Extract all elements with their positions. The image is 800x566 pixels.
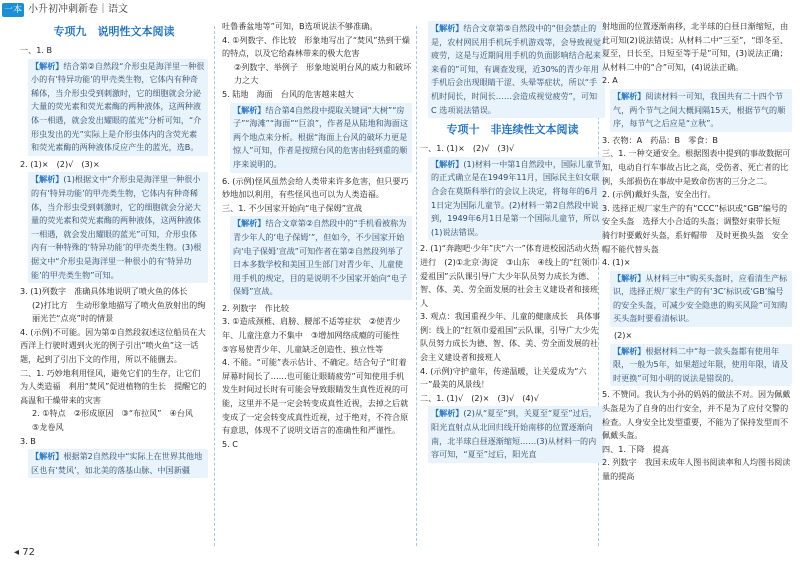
answer-line: 4. (示例)不可能。因为第①自然段叙述这位船员在大西洋上行驶时遇到火光的例子引出“喷火鱼”这一话题，起到了引出下文的作用，所以不能删去。 [20,326,206,365]
answer-line: 5. 不赞同。我认为小孙的妈妈的做法不对。因为佩戴头盔是为了自身的出行安全，并不是为了应付交警的检查。人身安全比发型重要，不能为了保持发型而不佩戴头盔。 [602,389,791,441]
analysis-tag: 【解析】 [233,218,266,229]
answer-analysis: 【解析】根据材料二中“每一款头盔都有使用年限，一般为5年，如果超过年限，使用年限，请及时更换”可知小明的说法是错误的。 [610,344,792,387]
section-title: 专项十 非连续性文本阅读 [446,123,579,137]
column-1-lines [20,44,208,478]
answer-line: 5. C [222,438,238,449]
analysis-tag: 【解析】 [431,408,464,419]
column-3-lines [420,21,605,463]
answer-analysis: 【解析】结合文章第②自然段中的“手机看被称为青少年人的‘电子保姆’”，但如今，不少国家开始向‘电子保姆’宣战”可知作者在第②自然段列举了日本多数学校和美国卫生部门对青少年、儿童使用手机的规定，目的是说明不少国家开始向“电子保姆”宣战。 [230,216,412,300]
answer-analysis: 【解析】结合文章第⑤自然段中的“但会禁止的是，农村网民用手机玩手机游戏等，会导致视觉疲劳，这是与近期间用手机的负面影响结合起来来看的”可知，有调查发现，近30%的青少年用手机后会出现眼睛干涩、头晕等症状，所以“手机时间长，时间长……会造成视觉疲劳”，可知 C 选项说法错误。 [428,21,605,118]
page-number: ◂ 72 [14,547,35,558]
analysis-tag: 【解析】 [613,345,646,356]
answer-line: 三、1. 不少国家开始向“电子保姆”宣战 [222,202,363,213]
answer-line: 4. (示例)守护童年，传递温暖，让关爱成为“六一”最美的风景线！ [420,365,587,390]
answer-line: 5. 陆地 海面 台风的危害越来越大 [222,88,354,99]
answer-line: 一、1. (1)× (2)√ (3)√ [420,143,515,154]
answer-analysis: 【解析】结合第②自然段“介形虫是海洋里一种很小的有‘特异功能’的甲壳类生物，它体内有种奇稀体，当介形虫受到刺激时，它的细胞就会分泌大量的荧光素和荧光素酶的两种液体，这两种液体一相遇，就会发出耀眼的蓝光”分析可知，“介形虫发出的光”实际上是介形虫体内的含荧光素和荧光素酶的两种液体反应产生的蓝光，选B。 [28,59,208,156]
answer-line: 2. ①特点 ②形成原因 ③“布拉风” ④台风 ⑤龙卷风 [32,408,202,433]
answer-line: 2. A [602,75,618,86]
analysis-tag: 【解析】 [233,104,266,115]
column-4-lines [602,20,792,484]
answer-analysis: 【解析】从材料三中“购买头盔时，应看清生产标识，选择正规厂家生产的有‘3C’标识或‘GB’编号的安全头盔，可减少安全隐患的购买风险”可知购买头盔时要看清标识。 [610,271,792,327]
column-1 [20,20,208,480]
answer-line: 四、1. 下降 提高 [602,443,669,454]
analysis-tag: 【解析】 [613,272,646,283]
answer-analysis: 【解析】(2)从“夏至”到，关夏至“夏至”过后，阳光直射点从北回归线开始南移的位置逐渐向南，北半球白昼逐渐缩短……(3)从材料一的内容可知，“夏至”过后，阳光直 [428,406,605,462]
answer-line: (2)× [614,330,633,341]
answer-line: 3. B [20,435,36,446]
answer-line: 3. ①造成颈椎、肩膀、腰部不适等症状 ②使青少年、儿童注意力不集中 ③增加网络成瘾的可能性 ⑤容易使青少年、儿童缺乏创造性、独立性等 [222,316,408,354]
answer-line: 4. ①列数字、作比较 形象地写出了“焚风”热到干燥的特点，以及它给森林带来的极大危害 [222,34,410,59]
answer-analysis: 【解析】(1)材料一中第1自然段中，国际儿童节的正式确立是在1949年11月，国际民主妇女联合会在莫斯科举行的会议上决定，将每年的6月1日定为国际儿童节。(2)材料一第2自然段中说到，1949年6月1日是第一个国际儿童节，所以(1)说法错误。 [428,157,605,241]
answer-line: 2. (1)“奔跑吧·少年”庆“六一”体育进校园活动火热进行 (2)①北京·海淀 ③山东 ④线上的“红领巾爱祖国”云队课引导广大少年队员努力成长为德、智、体、美、劳全面发展的社会主义建设者和接班人 [420,243,599,308]
column-3 [420,20,605,465]
answer-line: 2. (1)× (2)√ (3)× [20,158,100,169]
answer-analysis: 【解析】根据第2自然段中“实际上在世界其他地区也有‘焚风’，如北美的落基山脉、中国新疆 [28,449,208,478]
analysis-tag: 【解析】 [31,60,64,71]
answer-line: 二、1. (1)√ (2)× (3)√ (4)√ [420,392,539,403]
page-header [0,0,800,22]
answer-analysis: 【解析】(1)根据文中“介形虫是海洋里一种很小的有‘特异功能’的甲壳类生物，它体内有种奇稀体，当介形虫受到刺激时，它的细胞就会分泌大量的荧光素和荧光素酶的两种液体，这两种液体一相遇，就会发出耀眼的蓝光”可知，介形虫体内有一种特殊的‘特异功能’的甲壳类生物。(3)根据文中“介形虫是海洋里一种很小的有‘特异功能’的甲壳类生物”可知。 [28,172,208,283]
analysis-tag: 【解析】 [431,23,464,33]
answer-line: 2. 列数字 作比较 [222,302,289,313]
answer-analysis: 【解析】结合第4自然段中提取关键词“大树”“房子”“海滩”“海面”“巨浪”，作者是从陆地和海面这两个地点来分析。根据“海面上台风的破坏力更是惊人”可知，作者是按照台风的危害由轻到重的顺序来说明的。 [230,103,412,173]
analysis-tag: 【解析】 [613,90,646,101]
section-title: 专项九 说明性文本阅读 [53,25,175,38]
answer-line: 3. 观点：我国重视少年、儿童的健康成长 具体事例：线上的“红领巾爱祖国”云队课，引导广大少先队员努力成长为德、智、体、美、劳全面发展的社会主义建设者和接班人 [420,311,601,363]
answer-line: 吐鲁番盆地等”可知，B选项说法不够准确。 [222,21,378,31]
column-divider [416,26,417,546]
answer-line: 3. 衣物：A 药品：B 零食：B [602,134,718,145]
answer-line: 射地面的位置逐渐南移，北半球的白昼日渐缩短，由此可知(2)说法错误；从材料二中“三至”，“即冬至、夏至，日长至，日短至等于是”可知，(3)说法正确；从材料二中的“合”可知，(4)说法正确。 [602,21,789,72]
answer-line: 4. (1)× [602,257,631,268]
brand-title: 小升初冲刺新卷｜语文 [28,4,128,15]
answer-line: 6. (示例)怪风虽然会给人类带来许多危害，但只要巧妙地加以利用，有些怪风也可以为人类造福。 [222,175,409,200]
column-2-lines [222,20,412,451]
column-divider [214,26,215,546]
page-number-value: 72 [22,547,35,558]
answer-line: 3. (1)列数字 准确具体地说明了喷火鱼的体长 [20,286,188,297]
brand-badge: 一本 [3,5,22,15]
answer-line: 2. 列数字 我国未成年人图书阅读率和人均图书阅读量的提高 [602,457,791,481]
answer-line: 三、1. 一种交通安全。根据图表中提到的事故数据可知，电动自行车事故占比之高，受伤者、死亡者的比例，头部损伤在事故中是致命伤害的三分之二。 [602,148,791,186]
answer-line: 4. 不能。“可能”表示估计、不确定。结合句子“盯着屏幕时间长了……也可能让眼睛疲劳”可知使用手机发生时间过长时有可能会导致眼睛发生真性近视的可能，这里并不是一定会转变成真性近视，去掉之后就变成了一定会转变成真性近视，过于绝对，不符合原有意思，体现不了说明文语言的准确性和严谨性。 [222,357,409,436]
column-2 [222,20,412,451]
answer-analysis: 【解析】阅读材料一可知，我国共有二十四个节气，两个节气之间大概间隔15天，根据节气的顺序，每节气之后应是“立秋”。 [610,89,792,132]
analysis-tag: 【解析】 [31,451,64,462]
analysis-tag: 【解析】 [431,158,464,169]
answer-line: 2. (示例)戴好头盔，安全出行。 [602,189,716,200]
answer-line: (2)打比方 生动形象地描写了喷火鱼放射出的绚丽光芒“点亮”时的情景 [32,299,206,324]
answer-line: ②列数字、举例子 形象地说明台风的威力和破坏力之大 [234,61,412,86]
analysis-tag: 【解析】 [31,174,64,185]
answer-line: 二、1. 巧妙地利用怪风，避免它们的生存，让它们为人类造福 利用“焚风”促进植物的生长 提醒它的高温和干燥带来的灾害 [20,367,207,405]
column-4 [602,20,792,484]
answer-line: 3. 选择正规厂家生产的有“CCC”标识或“GB”编号的安全头盔 选择大小合适的头盔；调整好束带长短 骑行时要戴好头盔，系好帽带 及时更换头盔 安全帽不能代替头盔 [602,202,789,254]
answer-line: 一、1. B [20,45,53,55]
